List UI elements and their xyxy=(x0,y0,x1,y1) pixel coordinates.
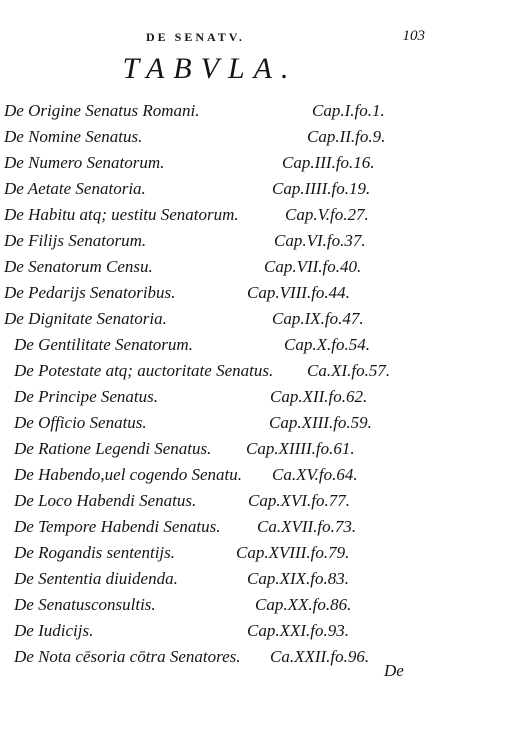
entry-reference: Cap.XVI.fo.77. xyxy=(248,491,350,510)
entry-reference: Ca.XVII.fo.73. xyxy=(257,517,357,536)
entry-title: De Gentilitate Senatorum. xyxy=(14,335,193,354)
entry-title: De Senatusconsultis. xyxy=(14,595,156,614)
entry-reference: Cap.XII.fo.62. xyxy=(270,387,368,406)
entry-reference: Ca.XXII.fo.96. xyxy=(270,647,370,666)
entry-reference: Cap.V.fo.27. xyxy=(285,205,369,224)
entry-title: De Principe Senatus. xyxy=(14,387,158,406)
catchword: De xyxy=(384,661,404,680)
entry-reference: Ca.XV.fo.64. xyxy=(272,465,358,484)
entry-title: De Iudicijs. xyxy=(14,621,94,640)
page-number: 103 xyxy=(402,28,425,44)
entry-reference: Cap.XIIII.fo.61. xyxy=(246,439,355,458)
entry-title: De Nomine Senatus. xyxy=(4,127,143,146)
entry-title: De Senatorum Censu. xyxy=(4,257,153,276)
running-head: DE SENATV. xyxy=(146,30,245,44)
entry-reference: Cap.I.fo.1. xyxy=(312,101,385,120)
entry-title: De Origine Senatus Romani. xyxy=(4,101,200,120)
entry-title: De Potestate atq; auctoritate Senatus. xyxy=(14,361,274,380)
entry-reference: Cap.XIX.fo.83. xyxy=(247,569,349,588)
entry-reference: Cap.IX.fo.47. xyxy=(272,309,364,328)
entry-reference: Cap.VI.fo.37. xyxy=(274,231,366,250)
entry-reference: Ca.XI.fo.57. xyxy=(307,361,391,380)
entry-title: De Filijs Senatorum. xyxy=(4,231,147,250)
entry-title: De Officio Senatus. xyxy=(14,413,147,432)
entry-title: De Sententia diuidenda. xyxy=(14,569,178,588)
entry-title: De Dignitate Senatoria. xyxy=(4,309,167,328)
entry-reference: Cap.II.fo.9. xyxy=(307,127,386,146)
entry-title: De Ratione Legendi Senatus. xyxy=(14,439,212,458)
entry-title: De Numero Senatorum. xyxy=(4,153,165,172)
entry-reference: Cap.VIII.fo.44. xyxy=(247,283,350,302)
entry-reference: Cap.IIII.fo.19. xyxy=(272,179,371,198)
entry-reference: Cap.XIII.fo.59. xyxy=(269,413,372,432)
entry-reference: Cap.XXI.fo.93. xyxy=(247,621,349,640)
entry-title: De Aetate Senatoria. xyxy=(4,179,146,198)
entry-title: De Pedarijs Senatoribus. xyxy=(4,283,176,302)
entry-title: De Habitu atq; uestitu Senatorum. xyxy=(4,205,239,224)
entry-title: De Loco Habendi Senatus. xyxy=(14,491,197,510)
entry-reference: Cap.VII.fo.40. xyxy=(264,257,362,276)
entry-title: De Habendo,uel cogendo Senatu. xyxy=(14,465,243,484)
entry-title: De Rogandis sententijs. xyxy=(14,543,176,562)
entry-title: De Tempore Habendi Senatus. xyxy=(14,517,221,536)
entry-reference: Cap.XVIII.fo.79. xyxy=(236,543,350,562)
entry-reference: Cap.XX.fo.86. xyxy=(255,595,352,614)
entry-reference: Cap.III.fo.16. xyxy=(282,153,375,172)
entry-reference: Cap.X.fo.54. xyxy=(284,335,370,354)
entry-title: De Nota cēsoria cōtra Senatores. xyxy=(14,647,241,666)
table-title: TABVLA. xyxy=(122,52,298,85)
